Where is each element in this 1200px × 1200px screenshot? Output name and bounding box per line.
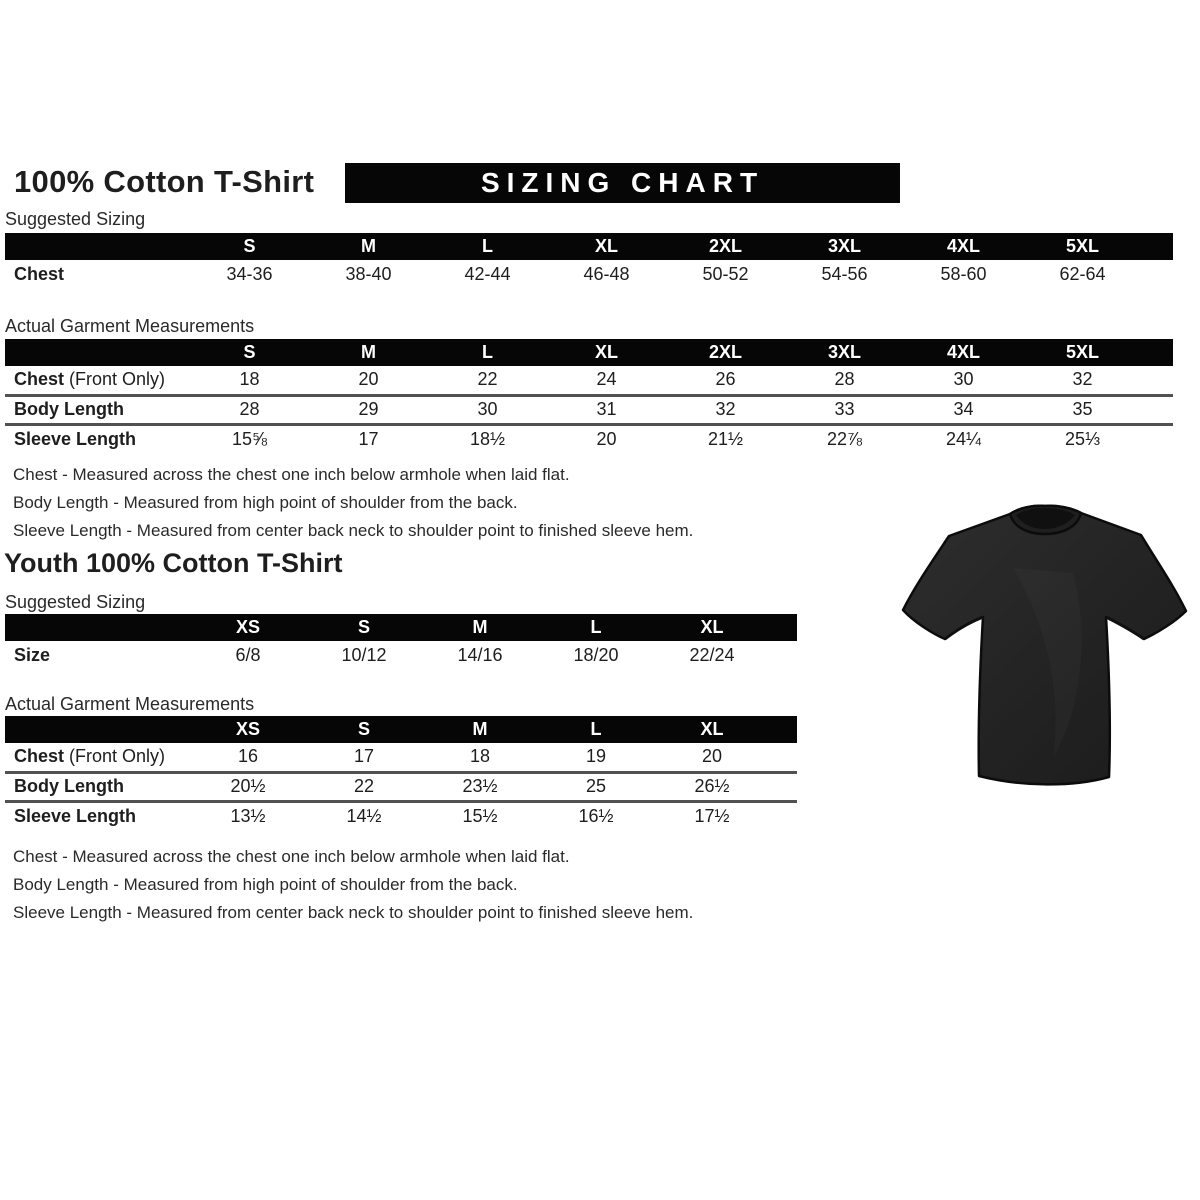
size-value: 25⅓ <box>1023 424 1142 453</box>
size-value: 28 <box>190 395 309 424</box>
column-header: XL <box>547 233 666 260</box>
row-label-suffix: (Front Only) <box>64 369 166 390</box>
size-value: 13½ <box>190 801 306 830</box>
row-label-text: Chest <box>14 369 65 390</box>
column-header: L <box>538 716 654 743</box>
size-value: 16 <box>237 746 259 767</box>
page-title: 100% Cotton T-Shirt <box>14 164 315 199</box>
size-value: 30 <box>428 395 547 424</box>
size-value: 22/24 <box>689 645 735 665</box>
row-label <box>5 260 190 289</box>
row-label-text: Sleeve Length <box>14 428 137 449</box>
column-header: S <box>306 614 422 641</box>
column-header: M <box>422 716 538 743</box>
adult-measurement-notes <box>13 461 693 545</box>
row-label-text: Body Length <box>14 776 124 796</box>
size-value: 17 <box>309 424 428 453</box>
size-value: 28 <box>834 369 855 390</box>
header-spacer <box>5 614 190 641</box>
row-spacer <box>770 641 797 670</box>
header-spacer <box>5 339 190 366</box>
size-value: 34 <box>904 395 1023 424</box>
row-label <box>5 424 190 453</box>
size-value: 34-36 <box>226 264 273 284</box>
row-label-text: Chest <box>14 264 65 284</box>
header-spacer <box>770 716 797 743</box>
size-value: 31 <box>547 395 666 424</box>
column-header: 3XL <box>785 339 904 366</box>
column-header: M <box>309 339 428 366</box>
row-label <box>5 772 190 801</box>
tshirt-image <box>893 478 1193 808</box>
size-value: 35 <box>1023 395 1142 424</box>
size-value: 6/8 <box>235 645 261 665</box>
size-value: 20½ <box>190 772 306 801</box>
column-header: L <box>538 614 654 641</box>
row-label <box>5 395 190 424</box>
note-line: Chest - Measured across the chest one inch below armhole when laid flat. <box>13 465 570 484</box>
row-label <box>5 743 190 772</box>
youth-section-title: Youth 100% Cotton T-Shirt <box>4 548 343 578</box>
column-header: 4XL <box>904 339 1023 366</box>
column-header: 3XL <box>785 233 904 260</box>
size-value: 32 <box>666 395 785 424</box>
row-label-text: Sleeve Length <box>14 805 137 826</box>
size-value: 29 <box>309 395 428 424</box>
column-header: 2XL <box>666 233 785 260</box>
adult-suggested-sizing-table <box>5 233 1173 289</box>
size-value: 24¼ <box>904 424 1023 453</box>
size-value: 10/12 <box>341 645 387 665</box>
column-header: S <box>306 716 422 743</box>
column-header: XL <box>654 716 770 743</box>
note-line: Sleeve Length - Measured from center back neck to shoulder point to finished sleeve hem. <box>13 521 694 540</box>
size-value: 19 <box>585 746 607 767</box>
size-value: 20 <box>701 746 723 767</box>
size-value: 18 <box>469 746 491 767</box>
note-line: Body Length - Measured from high point of shoulder from the back. <box>13 493 518 512</box>
size-value: 58-60 <box>940 264 987 284</box>
size-value: 16½ <box>538 801 654 830</box>
note-line: Body Length - Measured from high point of shoulder from the back. <box>13 875 518 894</box>
header-spacer <box>1142 233 1173 260</box>
row-label-suffix: (Front Only) <box>64 746 166 767</box>
size-value: 20 <box>358 369 379 390</box>
size-value: 50-52 <box>702 264 749 284</box>
size-value: 23½ <box>422 772 538 801</box>
size-value: 18 <box>239 369 260 390</box>
column-header: S <box>190 339 309 366</box>
column-header: 5XL <box>1023 339 1142 366</box>
size-value: 46-48 <box>583 264 630 284</box>
row-spacer <box>770 743 797 772</box>
column-header: XS <box>190 716 306 743</box>
youth-actual-measurements-label: Actual Garment Measurements <box>5 694 255 714</box>
row-label <box>5 366 190 395</box>
column-header: 2XL <box>666 339 785 366</box>
row-spacer <box>770 772 797 801</box>
note-line: Sleeve Length - Measured from center back neck to shoulder point to finished sleeve hem. <box>13 903 694 922</box>
youth-actual-measurements-table <box>5 716 797 830</box>
tshirt-body-shape <box>903 506 1186 785</box>
header-spacer <box>5 716 190 743</box>
column-header: 5XL <box>1023 233 1142 260</box>
row-label-text: Body Length <box>14 399 124 419</box>
adult-actual-measurements-label: Actual Garment Measurements <box>5 316 255 336</box>
size-value: 25 <box>538 772 654 801</box>
size-value: 33 <box>785 395 904 424</box>
size-value: 18/20 <box>573 645 619 665</box>
note-line: Chest - Measured across the chest one inch below armhole when laid flat. <box>13 847 570 866</box>
column-header: M <box>422 614 538 641</box>
size-value: 30 <box>953 369 974 390</box>
column-header: XL <box>654 614 770 641</box>
size-value: 22 <box>306 772 422 801</box>
size-value: 24 <box>596 369 617 390</box>
column-header: 4XL <box>904 233 1023 260</box>
size-value: 38-40 <box>345 264 392 284</box>
size-value: 54-56 <box>821 264 868 284</box>
size-value: 26½ <box>654 772 770 801</box>
size-value: 17½ <box>654 801 770 830</box>
row-label <box>5 641 190 670</box>
size-value: 18½ <box>428 424 547 453</box>
row-spacer <box>1142 395 1173 424</box>
row-label-text: Chest <box>14 746 65 767</box>
column-header: XS <box>190 614 306 641</box>
row-spacer <box>770 801 797 830</box>
header-spacer <box>770 614 797 641</box>
column-header: L <box>428 233 547 260</box>
size-value: 26 <box>715 369 736 390</box>
column-header: M <box>309 233 428 260</box>
header-spacer <box>5 233 190 260</box>
youth-suggested-sizing-label: Suggested Sizing <box>5 592 146 612</box>
size-value: 42-44 <box>464 264 511 284</box>
column-header: S <box>190 233 309 260</box>
size-value: 17 <box>353 746 375 767</box>
sizing-chart-banner: SIZING CHART <box>345 163 900 203</box>
size-value: 14/16 <box>457 645 503 665</box>
row-spacer <box>1142 366 1173 395</box>
size-value: 14½ <box>306 801 422 830</box>
size-value: 20 <box>547 424 666 453</box>
size-value: 62-64 <box>1059 264 1106 284</box>
row-spacer <box>1142 424 1173 453</box>
youth-measurement-notes <box>13 843 693 927</box>
size-value: 22⅞ <box>785 424 904 453</box>
adult-actual-measurements-table <box>5 339 1173 453</box>
column-header: XL <box>547 339 666 366</box>
row-label-text: Size <box>14 645 51 665</box>
adult-suggested-sizing-label: Suggested Sizing <box>5 209 146 229</box>
size-value: 15⅝ <box>190 424 309 453</box>
header-spacer <box>1142 339 1173 366</box>
row-spacer <box>1142 260 1173 289</box>
youth-suggested-sizing-table <box>5 614 797 670</box>
size-value: 22 <box>477 369 498 390</box>
row-label <box>5 801 190 830</box>
column-header: L <box>428 339 547 366</box>
size-value: 21½ <box>666 424 785 453</box>
size-value: 32 <box>1072 369 1093 390</box>
size-value: 15½ <box>422 801 538 830</box>
